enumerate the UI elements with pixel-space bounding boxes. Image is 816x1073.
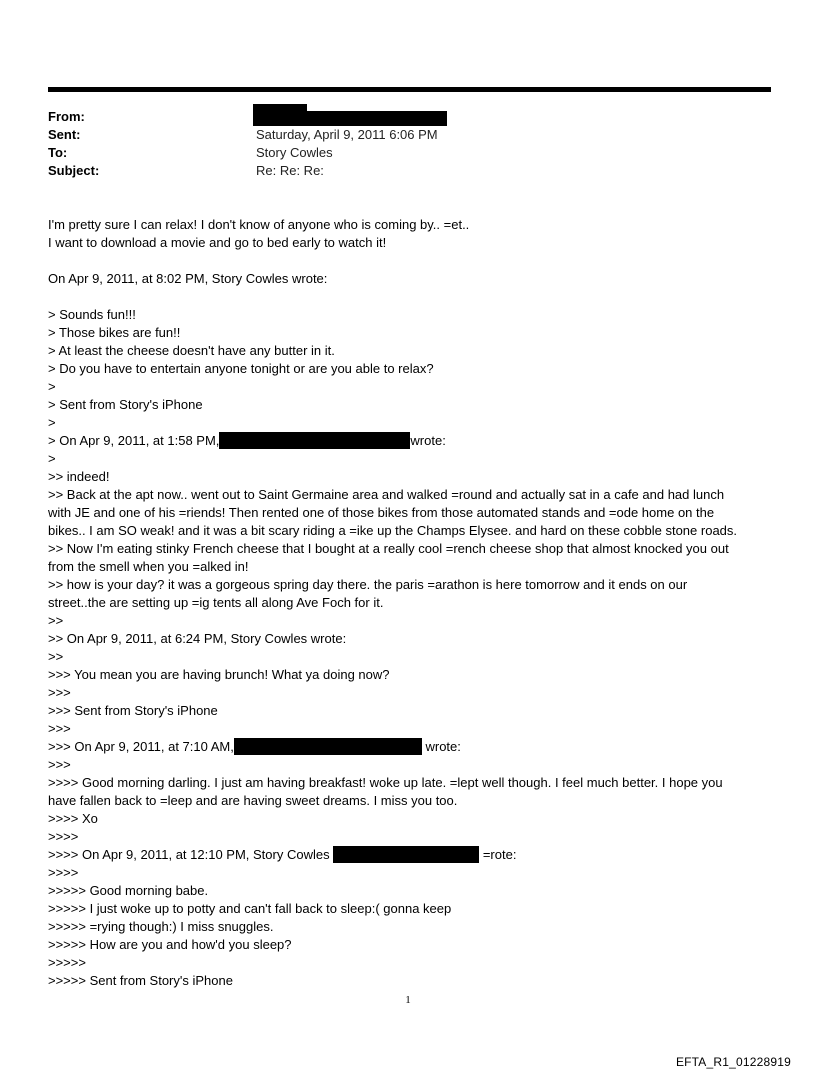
body-line: >>>> [48,865,79,880]
body-line: >>> [48,757,71,772]
body-line: >>>>> =rying though:) I miss snuggles. [48,919,274,934]
redaction-block [253,111,447,126]
subject-label: Subject: [48,163,100,178]
body-line: > Those bikes are fun!! [48,325,181,340]
email-header [48,108,768,188]
body-line: >>>> [48,829,79,844]
sent-value: Saturday, April 9, 2011 6:06 PM [256,127,438,142]
body-line: > Sent from Story's iPhone [48,397,203,412]
body-line: > Do you have to entertain anyone tonight or are you able to relax? [48,361,434,376]
body-line: I want to download a movie and go to bed early to watch it! [48,235,387,250]
body-line [48,738,768,756]
body-line: > [48,379,56,394]
quote-header-text: >>> On Apr 9, 2011, at 7:10 AM, [48,739,234,754]
body-line: > [48,415,56,430]
body-line [48,846,768,864]
redaction-block [219,432,410,449]
body-line: >>>>> Good morning babe. [48,883,209,898]
body-line: >> how is your day? it was a gorgeous spring day there. the paris =arathon is here tomorrow and it ends on our [48,577,688,592]
body-line: >>> Sent from Story's iPhone [48,703,218,718]
body-line: bikes.. I am SO weak! and it was a bit scary riding a =ike up the Champs Elysee. and hard on these cobble stone roads. [48,523,738,538]
body-line: >>>>> I just woke up to potty and can't fall back to sleep:( gonna keep [48,901,452,916]
quote-header-text: > On Apr 9, 2011, at 1:58 PM, [48,433,220,448]
body-line: >> On Apr 9, 2011, at 6:24 PM, Story Cowles wrote: [48,631,347,646]
body-line: >> [48,613,64,628]
body-line: have fallen back to =leep and are having sweet dreams. I miss you too. [48,793,458,808]
quote-header-text: >>>> On Apr 9, 2011, at 12:10 PM, Story Cowles [48,847,330,862]
to-label: To: [48,145,68,160]
body-line: >>>> Good morning darling. I just am having breakfast! woke up late. =lept well though. I feel much better. I hope you [48,775,723,790]
header-rule [48,87,771,92]
body-line: >>>>> [48,955,86,970]
body-line: >>> [48,685,71,700]
body-line: > Sounds fun!!! [48,307,136,322]
body-line: >> [48,649,64,664]
redaction-block [333,846,479,863]
body-line: with JE and one of his =riends! Then rented one of those bikes from those automated stands and =ode home on the [48,505,715,520]
body-line: On Apr 9, 2011, at 8:02 PM, Story Cowles wrote: [48,271,328,286]
body-line: >> indeed! [48,469,110,484]
body-line: >>> You mean you are having brunch! What ya doing now? [48,667,390,682]
body-line: >>>> Xo [48,811,98,826]
redaction-block [234,738,422,755]
body-line: >>>>> Sent from Story's iPhone [48,973,233,988]
subject-value: Re: Re: Re: [256,163,324,178]
body-line [48,432,768,450]
body-line: >> Back at the apt now.. went out to Saint Germaine area and walked =round and actually sat in a cafe and had lunch [48,487,725,502]
body-line: I'm pretty sure I can relax! I don't know of anyone who is coming by.. =et.. [48,217,470,232]
from-label: From: [48,109,85,124]
body-line: >> Now I'm eating stinky French cheese that I bought at a really cool =rench cheese shop that almost knocked you out [48,541,729,556]
page-number: 1 [405,994,411,1006]
quote-header-wrote: wrote: [425,739,461,754]
quote-header-wrote: =rote: [482,847,517,862]
body-line: street..the are setting up =ig tents all along Ave Foch for it. [48,595,384,610]
sent-label: Sent: [48,127,81,142]
document-id: EFTA_R1_01228919 [675,1055,791,1069]
body-line: from the smell when you =alked in! [48,559,249,574]
body-line: >>> [48,721,71,736]
body-line: >>>>> How are you and how'd you sleep? [48,937,292,952]
to-value: Story Cowles [256,145,333,160]
quote-header-wrote: wrote: [410,433,446,448]
body-line: > At least the cheese doesn't have any butter in it. [48,343,335,358]
body-line: > [48,451,56,466]
